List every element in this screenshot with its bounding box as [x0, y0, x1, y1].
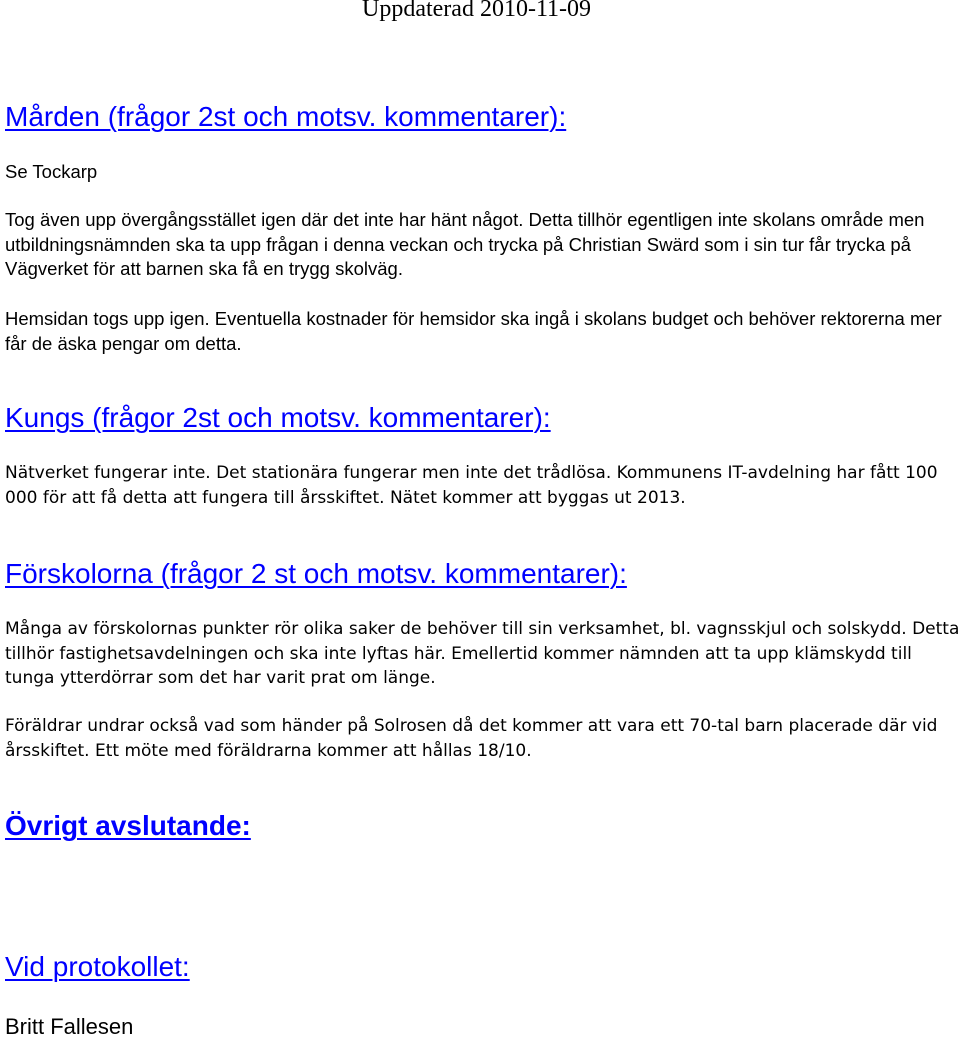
kungs-paragraph-1: Nätverket fungerar inte. Det stationära fungerar men inte det trådlösa. Kommunens IT-avdelning har fått 100 000 för att få detta att fungera till årsskiftet. Nätet kommer att byggas ut 2013. — [5, 463, 938, 508]
heading-forskolorna[interactable]: Förskolorna (frågor 2 st och motsv. kommentarer): — [5, 558, 627, 589]
heading-marden[interactable]: Mården (frågor 2st och motsv. kommentarer): — [5, 101, 567, 132]
updated-date: Uppdaterad 2010-11-09 — [362, 0, 592, 22]
heading-kungs[interactable]: Kungs (frågor 2st och motsv. kommentarer): — [5, 402, 551, 433]
marden-paragraph-1: Se Tockarp — [5, 161, 98, 182]
heading-ovrigt[interactable]: Övrigt avslutande: — [5, 810, 251, 841]
marden-paragraph-3: Hemsidan togs upp igen. Eventuella kostnader för hemsidor ska ingå i skolans budget och behöver rektorerna mer får de äska pengar om detta. — [5, 308, 942, 354]
marden-paragraph-2: Tog även upp övergångsstället igen där det inte har hänt något. Detta tillhör egentligen inte skolans område men utbildningsnämnden ska ta upp frågan i denna veckan och trycka på Christian Swärd som i sin tur får trycka på Vägverket för att barnen ska få en trygg skolväg. — [5, 209, 925, 279]
forskolorna-paragraph-2: Föräldrar undrar också vad som händer på Solrosen då det kommer att vara ett 70-tal barn placerade där vid årsskiftet. Ett möte med föräldrarna kommer att hållas 18/10. — [5, 716, 938, 761]
signature-name: Britt Fallesen — [5, 1014, 134, 1039]
heading-vid-protokollet[interactable]: Vid protokollet: — [5, 951, 190, 982]
forskolorna-paragraph-1: Många av förskolornas punkter rör olika saker de behöver till sin verksamhet, bl. vagnsskjul och solskydd. Detta tillhör fastighetsavdelningen och ska inte lyftas här. Emellertid kommer nämnden att ta upp klämskydd till tunga ytterdörrar som det har varit prat om länge. — [5, 619, 960, 688]
